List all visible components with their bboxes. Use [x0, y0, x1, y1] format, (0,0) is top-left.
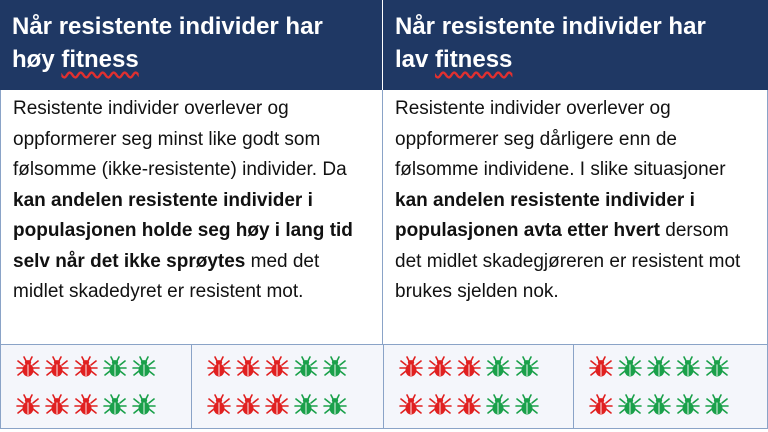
susceptible-beetle-icon: [485, 355, 511, 381]
resistant-beetle-icon: [206, 393, 232, 419]
resistant-beetle-icon: [456, 393, 482, 419]
resistant-beetle-icon: [398, 355, 424, 381]
resistant-beetle-icon: [588, 393, 614, 419]
susceptible-beetle-icon: [102, 393, 128, 419]
susceptible-beetle-icon: [131, 355, 157, 381]
emphasis-text: kan andelen resistente individer i populasjonen holde seg høy i lang tid selv når det ikke sprøytes: [13, 189, 353, 272]
resistant-beetle-icon: [588, 355, 614, 381]
header-line-2: lav fitness: [395, 46, 513, 73]
resistant-beetle-icon: [427, 355, 453, 381]
fitness-word: fitness: [61, 46, 139, 73]
bug-row-2: [15, 393, 157, 419]
susceptible-beetle-icon: [514, 393, 540, 419]
bug-row-1: [588, 355, 730, 381]
population-cell-1: [0, 345, 191, 429]
susceptible-beetle-icon: [646, 355, 672, 381]
resistant-beetle-icon: [73, 393, 99, 419]
susceptible-beetle-icon: [646, 393, 672, 419]
population-cell-2: [191, 345, 383, 429]
susceptible-beetle-icon: [704, 355, 730, 381]
header-line-1: Når resistente individer har: [395, 13, 706, 40]
susceptible-beetle-icon: [322, 393, 348, 419]
fitness-word: fitness: [435, 46, 513, 73]
bug-row-2: [588, 393, 730, 419]
resistant-beetle-icon: [73, 355, 99, 381]
resistant-beetle-icon: [264, 393, 290, 419]
resistant-beetle-icon: [235, 393, 261, 419]
susceptible-beetle-icon: [675, 355, 701, 381]
description-high-fitness: Resistente individer overlever og oppformerer seg minst like godt som følsomme (ikke-resistente) individer. Da kan andelen resistente individer i populasjonen holde seg høy i lang tid selv når det ikke sprøytes med det midlet skadedyret er resistent mot.: [0, 90, 383, 345]
susceptible-beetle-icon: [704, 393, 730, 419]
population-cell-3: [383, 345, 573, 429]
susceptible-beetle-icon: [485, 393, 511, 419]
resistant-beetle-icon: [427, 393, 453, 419]
header-line-2: høy fitness: [12, 46, 139, 73]
susceptible-beetle-icon: [293, 355, 319, 381]
resistant-beetle-icon: [15, 355, 41, 381]
population-cell-4: [573, 345, 768, 429]
resistant-beetle-icon: [456, 355, 482, 381]
susceptible-beetle-icon: [293, 393, 319, 419]
resistant-beetle-icon: [398, 393, 424, 419]
susceptible-beetle-icon: [131, 393, 157, 419]
header-high-fitness: [0, 0, 383, 90]
susceptible-beetle-icon: [322, 355, 348, 381]
description-low-fitness: Resistente individer overlever og oppformerer seg dårligere enn de følsomme individene. I slike situasjoner kan andelen resistente individer i populasjonen avta etter hvert dersom det midlet skadegjøreren er resistent mot brukes sjelden nok.: [383, 90, 768, 345]
resistant-beetle-icon: [44, 393, 70, 419]
header-line-1: Når resistente individer har: [12, 13, 323, 40]
header-low-fitness: [383, 0, 768, 90]
bug-row-2: [398, 393, 540, 419]
susceptible-beetle-icon: [514, 355, 540, 381]
susceptible-beetle-icon: [102, 355, 128, 381]
resistant-beetle-icon: [206, 355, 232, 381]
bug-row-1: [15, 355, 157, 381]
bug-row-1: [206, 355, 348, 381]
emphasis-text: kan andelen resistente individer i populasjonen avta etter hvert: [395, 189, 695, 241]
bug-row-2: [206, 393, 348, 419]
bug-row-1: [398, 355, 540, 381]
resistant-beetle-icon: [44, 355, 70, 381]
resistant-beetle-icon: [264, 355, 290, 381]
susceptible-beetle-icon: [617, 355, 643, 381]
susceptible-beetle-icon: [675, 393, 701, 419]
resistant-beetle-icon: [15, 393, 41, 419]
resistant-beetle-icon: [235, 355, 261, 381]
susceptible-beetle-icon: [617, 393, 643, 419]
